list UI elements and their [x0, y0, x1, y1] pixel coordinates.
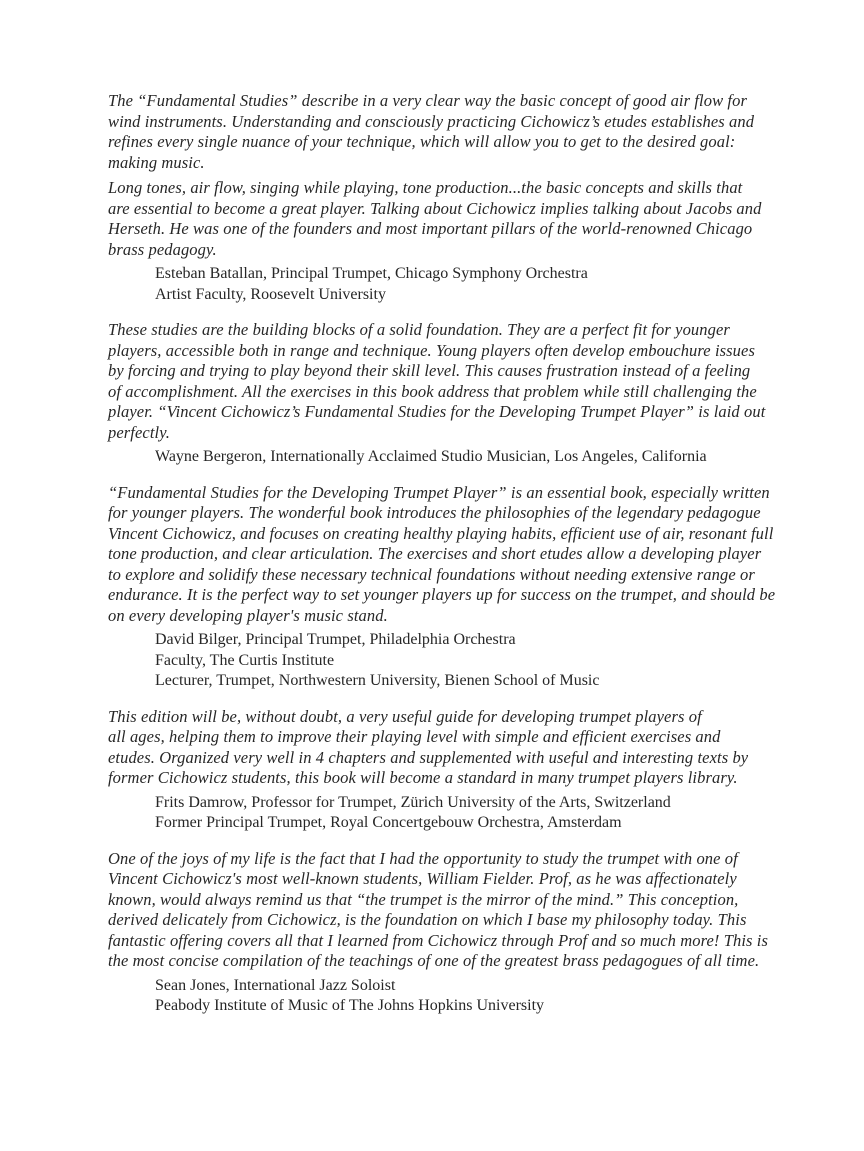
attribution-line: Esteban Batallan, Principal Trumpet, Chicago Symphony Orchestra [155, 265, 588, 282]
attribution-line: Former Principal Trumpet, Royal Concertgebouw Orchestra, Amsterdam [155, 814, 622, 831]
quote-line: fantastic offering covers all that I learned from Cichowicz through Prof and so much more! This is [108, 930, 768, 950]
attribution [108, 630, 774, 692]
attribution [108, 447, 774, 468]
quote-paragraph [108, 91, 774, 173]
attribution [108, 976, 774, 1017]
quote-line: known, would always remind us that “the trumpet is the mirror of the mind.” This conception, [108, 889, 739, 909]
quote-line: etudes. Organized very well in 4 chapters and supplemented with useful and interesting texts by [108, 747, 749, 767]
quote-line: The “Fundamental Studies” describe in a very clear way the basic concept of good air flow for [108, 91, 747, 110]
testimonial-section [108, 849, 774, 1017]
quote-line: “Fundamental Studies for the Developing Trumpet Player” is an essential book, especially written [108, 482, 770, 502]
quote-line: tone production, and clear articulation. The exercises and short etudes allow a developing player [108, 544, 762, 563]
quote-line: to explore and solidify these necessary technical foundations without needing extensive range or [108, 564, 755, 584]
attribution-line: Peabody Institute of Music of The Johns Hopkins University [155, 997, 545, 1014]
quote-line: These studies are the building blocks of a solid foundation. They are a perfect fit for younger [108, 320, 730, 339]
testimonial-section [108, 483, 774, 692]
quote-paragraph [108, 483, 774, 627]
attribution-line: Sean Jones, International Jazz Soloist [155, 976, 396, 994]
attribution-line: Frits Damrow, Professor for Trumpet, Zürich University of the Arts, Switzerland [155, 793, 671, 811]
attribution-line: Lecturer, Trumpet, Northwestern University, Bienen School of Music [155, 672, 600, 689]
testimonial-section [108, 320, 774, 468]
quote-line: the most concise compilation of the teachings of one of the greatest brass pedagogues of all time. [108, 951, 760, 970]
quote-line: making music. [108, 152, 205, 172]
quote-line: derived delicately from Cichowicz, is the foundation on which I base my philosophy today. This [108, 910, 747, 929]
quote-line: perfectly. [108, 422, 170, 442]
quote-line: wind instruments. Understanding and consciously practicing Cichowicz’s etudes establishes and [108, 111, 755, 131]
quote-line: former Cichowicz students, this book will become a standard in many trumpet players library. [108, 768, 738, 787]
quote-paragraph [108, 178, 774, 260]
quote-paragraph [108, 849, 774, 972]
attribution-line: David Bilger, Principal Trumpet, Philadelphia Orchestra [155, 631, 516, 648]
attribution-line: Wayne Bergeron, Internationally Acclaimed Studio Musician, Los Angeles, California [155, 448, 707, 465]
quote-paragraph [108, 320, 774, 443]
quote-line: Vincent Cichowicz, and focuses on creating healthy playing habits, efficient use of air, resonant full [108, 523, 774, 543]
attribution-line: Faculty, The Curtis Institute [155, 651, 335, 669]
quote-line: of accomplishment. All the exercises in this book address that problem while still challenging the [108, 381, 757, 401]
quote-line: This edition will be, without doubt, a very useful guide for developing trumpet players of [108, 706, 702, 726]
attribution [108, 793, 774, 834]
quote-line: players, accessible both in range and technique. Young players often develop embouchure issues [108, 340, 755, 360]
quote-line: Long tones, air flow, singing while playing, tone production...the basic concepts and skills that [108, 178, 743, 197]
quote-line: by forcing and trying to play beyond their skill level. This causes frustration instead of a feeling [108, 361, 751, 380]
quote-line: brass pedagogy. [108, 239, 217, 259]
quote-line: endurance. It is the perfect way to set younger players up for success on the trumpet, and should be [108, 585, 776, 604]
quote-line: on every developing player's music stand. [108, 605, 388, 625]
testimonial-section [108, 91, 774, 305]
quote-line: player. “Vincent Cichowicz’s Fundamental Studies for the Developing Trumpet Player” is laid out [108, 402, 766, 421]
quote-line: One of the joys of my life is the fact that I had the opportunity to study the trumpet with one of [108, 848, 738, 868]
quote-line: for younger players. The wonderful book introduces the philosophies of the legendary pedagogue [108, 503, 761, 522]
testimonials-content [108, 91, 774, 1017]
quote-line: refines every single nuance of your technique, which will allow you to get to the desired goal: [108, 132, 736, 151]
attribution-line: Artist Faculty, Roosevelt University [155, 285, 386, 303]
quote-line: Vincent Cichowicz's most well-known students, William Fielder. Prof, as he was affectionately [108, 869, 737, 888]
testimonial-section [108, 707, 774, 834]
attribution [108, 264, 774, 305]
quote-line: are essential to become a great player. Talking about Cichowicz implies talking about Jacobs and [108, 198, 762, 218]
quote-paragraph [108, 707, 774, 789]
quote-line: all ages, helping them to improve their playing level with simple and efficient exercises and [108, 727, 721, 746]
quote-line: Herseth. He was one of the founders and most important pillars of the world-renowned Chicago [108, 219, 753, 238]
